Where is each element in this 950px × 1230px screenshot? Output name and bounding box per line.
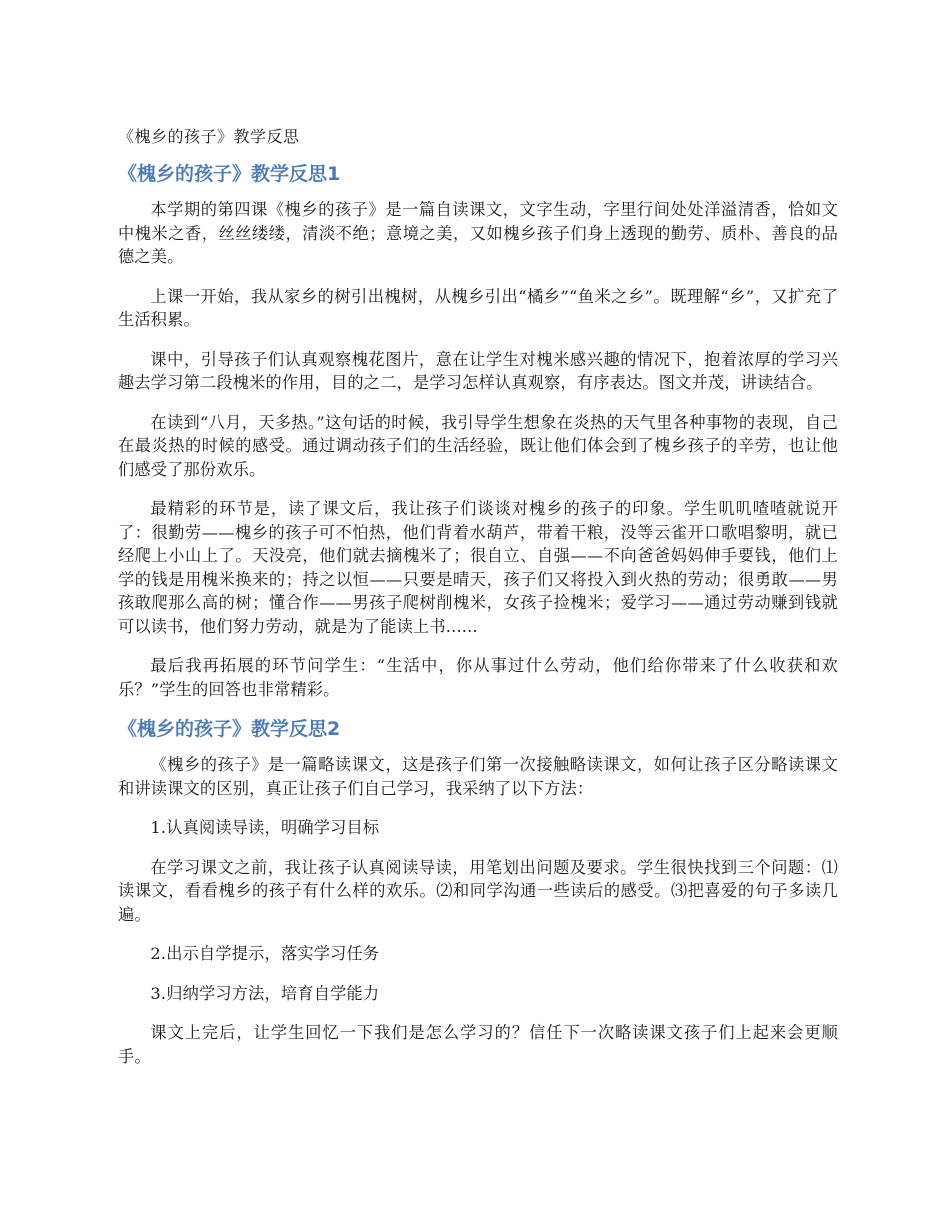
paragraph: 在读到“八月，天多热。”这句话的时候，我引导学生想象在炎热的天气里各种事物的表现，自己在最炎热的时候的感受。通过调动孩子们的生活经验，既让他们体会到了槐乡孩子的辛劳，也让他们感受了那份欢乐。 — [118, 412, 838, 479]
paragraph: 课中，引导孩子们认真观察槐花图片，意在让学生对槐米感兴趣的情况下，抱着浓厚的学习兴趣去学习第二段槐米的作用，目的之二，是学习怎样认真观察，有序表达。图文并茂，讲读结合。 — [118, 349, 838, 392]
section-2 — [118, 715, 838, 1068]
section-heading: 《槐乡的孩子》教学反思2 — [118, 718, 341, 740]
document-page — [118, 124, 838, 1084]
section-heading: 《槐乡的孩子》教学反思1 — [118, 163, 341, 185]
list-item-heading: 1.认真阅读导读，明确学习目标 — [150, 818, 380, 837]
paragraph: 本学期的第四课《槐乡的孩子》是一篇自读课文，文字生动，字里行间处处洋溢清香，恰如文中槐米之香，丝丝缕缕，清淡不绝；意境之美，又如槐乡孩子们身上透现的勤劳、质朴、善良的品德之美。 — [118, 200, 838, 266]
list-item-heading: 2.出示自学提示，落实学习任务 — [150, 944, 380, 963]
paragraph: 课文上完后，让学生回忆一下我们是怎么学习的？信任下一次略读课文孩子们上起来会更顺手。 — [118, 1023, 838, 1066]
paragraph: 《槐乡的孩子》是一篇略读课文，这是孩子们第一次接触略读课文，如何让孩子区分略读课文和讲读课文的区别，真正让孩子们自己学习，我采纳了以下方法： — [118, 755, 838, 798]
paragraph: 在学习课文之前，我让孩子认真阅读导读，用笔划出问题及要求。学生很快找到三个问题：⑴读课文，看看槐乡的孩子有什么样的欢乐。⑵和同学沟通一些读后的感受。⑶把喜爱的句子多读几遍。 — [118, 857, 838, 924]
paragraph: 最精彩的环节是，读了课文后，我让孩子们谈谈对槐乡的孩子的印象。学生叽叽喳喳就说开了：很勤劳——槐乡的孩子可不怕热，他们背着水葫芦，带着干粮，没等云雀开口歌唱黎明，就已经爬上小山上了。天没亮，他们就去摘槐米了；很自立、自强——不向爸爸妈妈伸手要钱，他们上学的钱是用槐米换来的；持之以恒——只要是晴天，孩子们又将投入到火热的劳动；很勇敢——男孩敢爬那么高的树；懂合作——男孩子爬树削槐米，女孩子捡槐米；爱学习——通过劳动赚到钱就可以读书，他们努力劳动，就是为了能读上书...... — [118, 499, 838, 636]
paragraph: 上课一开始，我从家乡的树引出槐树，从槐乡引出“橘乡”“鱼米之乡”。既理解“乡”，又扩充了生活积累。 — [118, 286, 838, 329]
section-1 — [118, 160, 838, 701]
document-title: 《槐乡的孩子》教学反思 — [118, 127, 300, 146]
list-item-heading: 3.归纳学习方法，培育自学能力 — [150, 983, 380, 1003]
paragraph: 最后我再拓展的环节问学生：“生活中，你从事过什么劳动，他们给你带来了什么收获和欢乐？”学生的回答也非常精彩。 — [118, 656, 838, 699]
